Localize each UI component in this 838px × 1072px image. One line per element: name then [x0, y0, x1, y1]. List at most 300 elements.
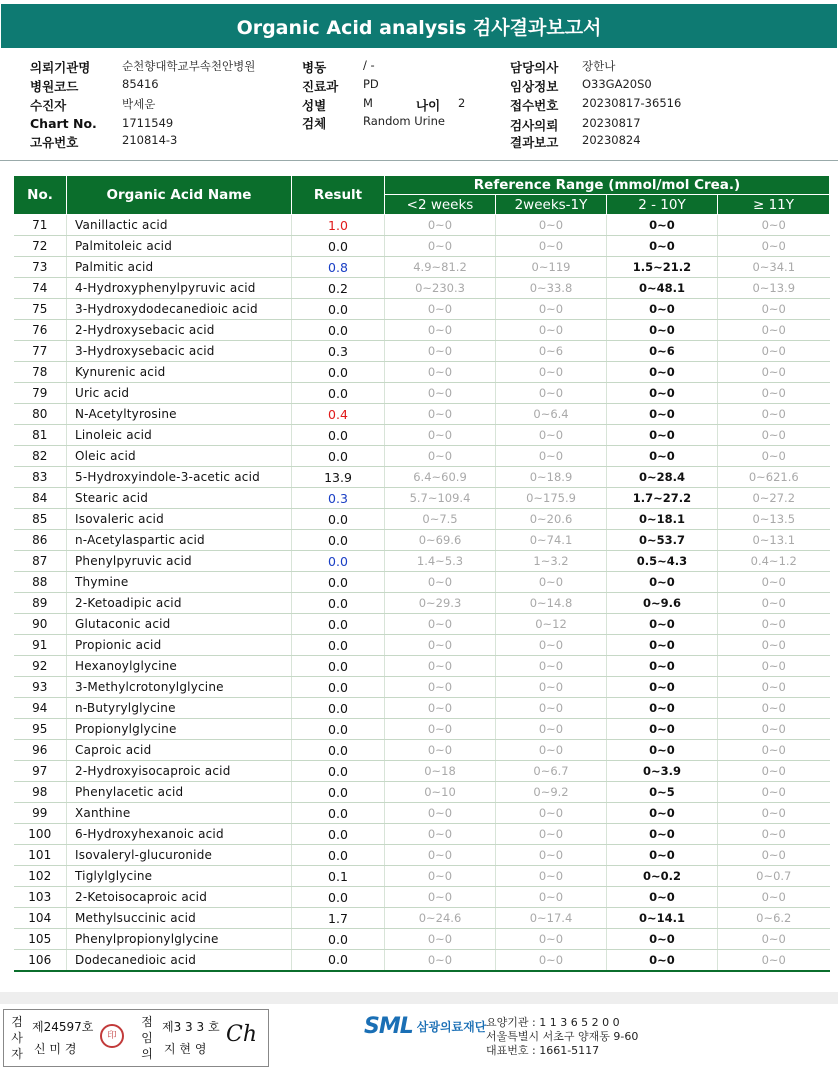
row-ref-2weeks-1y: 0~0	[496, 299, 607, 320]
row-no: 88	[14, 572, 67, 593]
table-row	[14, 509, 830, 530]
row-no: 103	[14, 887, 67, 908]
row-acid-name: Methylsuccinic acid	[67, 908, 292, 929]
row-acid-name: Tiglylglycine	[67, 866, 292, 887]
row-ref-2-10y: 0~3.9	[607, 761, 718, 782]
row-ref-under-2-weeks: 0~0	[385, 719, 496, 740]
value-age: 2	[458, 96, 466, 110]
table-row	[14, 362, 830, 383]
row-ref-2-10y: 0~0	[607, 635, 718, 656]
table-row	[14, 488, 830, 509]
row-result: 0.0	[292, 887, 385, 908]
row-ref-2weeks-1y: 0~0	[496, 236, 607, 257]
row-ref-11y-plus: 0~0	[718, 362, 830, 383]
table-row	[14, 446, 830, 467]
row-result: 0.0	[292, 320, 385, 341]
row-ref-under-2-weeks: 0~0	[385, 320, 496, 341]
row-result: 0.8	[292, 257, 385, 278]
row-ref-11y-plus: 0~0	[718, 635, 830, 656]
row-result: 0.1	[292, 866, 385, 887]
confirm-license: 제3 3 3 호	[162, 1020, 220, 1034]
row-ref-11y-plus: 0~13.5	[718, 509, 830, 530]
row-no: 94	[14, 698, 67, 719]
row-ref-2weeks-1y: 0~0	[496, 845, 607, 866]
value-chart-no: 1711549	[122, 116, 174, 130]
signature-icon: Ch	[226, 1022, 258, 1047]
row-ref-11y-plus: 0~0	[718, 887, 830, 908]
row-ref-2-10y: 0~0	[607, 929, 718, 950]
row-ref-11y-plus: 0~13.9	[718, 278, 830, 299]
row-ref-under-2-weeks: 0~0	[385, 950, 496, 971]
row-ref-11y-plus: 0~0	[718, 425, 830, 446]
row-no: 76	[14, 320, 67, 341]
row-ref-under-2-weeks: 0~0	[385, 425, 496, 446]
value-specimen: Random Urine	[363, 114, 445, 128]
table-row	[14, 677, 830, 698]
row-no: 85	[14, 509, 67, 530]
row-ref-2weeks-1y: 0~0	[496, 950, 607, 971]
table-row	[14, 929, 830, 950]
sml-logo	[364, 1014, 486, 1039]
row-ref-under-2-weeks: 0~0	[385, 824, 496, 845]
row-ref-2-10y: 0~0	[607, 719, 718, 740]
label-hospital-code: 병원코드	[30, 79, 79, 94]
row-no: 87	[14, 551, 67, 572]
row-acid-name: Glutaconic acid	[67, 614, 292, 635]
row-no: 102	[14, 866, 67, 887]
row-acid-name: Dodecanedioic acid	[67, 950, 292, 971]
row-ref-11y-plus: 0~0	[718, 740, 830, 761]
row-no: 89	[14, 593, 67, 614]
sml-logo-text: SML	[364, 1014, 413, 1039]
row-ref-2weeks-1y: 0~6.4	[496, 404, 607, 425]
org-name: 삼광의료재단	[416, 1020, 487, 1034]
table-row	[14, 698, 830, 719]
row-ref-11y-plus: 0~0	[718, 572, 830, 593]
row-ref-2weeks-1y: 0~0	[496, 803, 607, 824]
row-ref-2weeks-1y: 0~0	[496, 719, 607, 740]
row-no: 73	[14, 257, 67, 278]
row-acid-name: Palmitic acid	[67, 257, 292, 278]
label-ward: 병동	[302, 60, 327, 75]
row-ref-11y-plus: 0~0	[718, 341, 830, 362]
table-row	[14, 950, 830, 971]
row-ref-11y-plus: 0~27.2	[718, 488, 830, 509]
row-result: 0.0	[292, 509, 385, 530]
row-ref-2-10y: 1.7~27.2	[607, 488, 718, 509]
table-row	[14, 467, 830, 488]
header-result: Result	[292, 176, 385, 215]
row-ref-11y-plus: 0~0	[718, 446, 830, 467]
row-no: 74	[14, 278, 67, 299]
row-ref-under-2-weeks: 0~0	[385, 929, 496, 950]
row-no: 79	[14, 383, 67, 404]
row-acid-name: 3-Methylcrotonylglycine	[67, 677, 292, 698]
row-ref-11y-plus: 0~0	[718, 593, 830, 614]
row-acid-name: n-Butyrylglycine	[67, 698, 292, 719]
row-ref-11y-plus: 0~0	[718, 614, 830, 635]
results-table	[13, 175, 830, 972]
inspector-name: 신 미 경	[34, 1042, 77, 1056]
row-acid-name: Vanillactic acid	[67, 215, 292, 236]
table-row	[14, 887, 830, 908]
row-ref-2-10y: 0~0	[607, 803, 718, 824]
row-ref-2weeks-1y: 0~0	[496, 677, 607, 698]
row-ref-under-2-weeks: 4.9~81.2	[385, 257, 496, 278]
label-result-report: 결과보고	[510, 135, 559, 150]
row-ref-2weeks-1y: 0~0	[496, 824, 607, 845]
row-ref-2weeks-1y: 0~12	[496, 614, 607, 635]
row-ref-2weeks-1y: 0~0	[496, 320, 607, 341]
row-acid-name: 2-Hydroxyisocaproic acid	[67, 761, 292, 782]
table-row	[14, 740, 830, 761]
row-ref-under-2-weeks: 0~0	[385, 677, 496, 698]
signature-box	[3, 1009, 269, 1067]
row-result: 0.0	[292, 719, 385, 740]
table-row	[14, 551, 830, 572]
label-age: 나이	[416, 98, 441, 113]
row-acid-name: Isovaleryl-glucuronide	[67, 845, 292, 866]
footer-band	[0, 992, 838, 1004]
row-ref-under-2-weeks: 0~29.3	[385, 593, 496, 614]
row-ref-2-10y: 0~0	[607, 320, 718, 341]
row-ref-2weeks-1y: 0~0	[496, 383, 607, 404]
row-no: 84	[14, 488, 67, 509]
row-ref-2weeks-1y: 0~0	[496, 740, 607, 761]
row-ref-under-2-weeks: 0~0	[385, 803, 496, 824]
row-acid-name: Phenylpropionylglycine	[67, 929, 292, 950]
table-row	[14, 593, 830, 614]
row-result: 0.0	[292, 446, 385, 467]
label-doctor: 담당의사	[510, 60, 559, 75]
row-result: 0.0	[292, 425, 385, 446]
row-no: 97	[14, 761, 67, 782]
row-ref-2weeks-1y: 0~6.7	[496, 761, 607, 782]
row-ref-2weeks-1y: 0~9.2	[496, 782, 607, 803]
row-ref-under-2-weeks: 1.4~5.3	[385, 551, 496, 572]
value-doctor: 장한나	[582, 59, 616, 73]
row-result: 0.0	[292, 929, 385, 950]
row-acid-name: Phenylacetic acid	[67, 782, 292, 803]
row-ref-2-10y: 0~0	[607, 236, 718, 257]
row-ref-2-10y: 0~14.1	[607, 908, 718, 929]
row-ref-2weeks-1y: 0~0	[496, 425, 607, 446]
table-row	[14, 908, 830, 929]
row-acid-name: Oleic acid	[67, 446, 292, 467]
value-receipt-no: 20230817-36516	[582, 96, 682, 110]
row-ref-2-10y: 0~5	[607, 782, 718, 803]
org-address: 서울특별시 서초구 양재동 9-60	[486, 1030, 639, 1043]
row-ref-2-10y: 0~0	[607, 656, 718, 677]
row-no: 99	[14, 803, 67, 824]
table-row	[14, 656, 830, 677]
row-acid-name: 3-Hydroxysebacic acid	[67, 341, 292, 362]
row-result: 0.0	[292, 635, 385, 656]
row-ref-2-10y: 0~0	[607, 362, 718, 383]
row-ref-2weeks-1y: 0~0	[496, 362, 607, 383]
row-ref-2-10y: 0~0	[607, 299, 718, 320]
header-no: No.	[14, 176, 67, 215]
org-phone: 대표번호 : 1661-5117	[486, 1044, 600, 1057]
row-ref-under-2-weeks: 0~0	[385, 887, 496, 908]
label-unique-no: 고유번호	[30, 135, 79, 150]
row-result: 0.0	[292, 593, 385, 614]
row-result: 1.7	[292, 908, 385, 929]
row-result: 0.0	[292, 761, 385, 782]
row-ref-2-10y: 0~0	[607, 614, 718, 635]
value-clinical-info: O33GA20S0	[582, 77, 652, 91]
row-result: 0.3	[292, 488, 385, 509]
row-result: 0.0	[292, 698, 385, 719]
row-no: 72	[14, 236, 67, 257]
table-row	[14, 866, 830, 887]
row-result: 0.2	[292, 278, 385, 299]
care-id: 요양기관 : 1 1 3 6 5 2 0 0	[486, 1016, 620, 1029]
row-ref-under-2-weeks: 0~0	[385, 215, 496, 236]
row-result: 0.0	[292, 740, 385, 761]
row-result: 1.0	[292, 215, 385, 236]
table-row	[14, 320, 830, 341]
value-unique-no: 210814-3	[122, 133, 178, 147]
header-reference-range: Reference Range (mmol/mol Crea.)	[385, 176, 830, 195]
table-row	[14, 383, 830, 404]
table-row	[14, 782, 830, 803]
row-ref-2weeks-1y: 0~0	[496, 656, 607, 677]
row-ref-under-2-weeks: 0~0	[385, 362, 496, 383]
inspector-label: 검 사 자	[11, 1015, 23, 1061]
row-ref-2weeks-1y: 0~20.6	[496, 509, 607, 530]
label-chart-no: Chart No.	[30, 116, 97, 131]
row-no: 78	[14, 362, 67, 383]
label-receipt-no: 접수번호	[510, 98, 559, 113]
row-ref-2-10y: 0~0	[607, 740, 718, 761]
row-no: 106	[14, 950, 67, 971]
row-result: 0.0	[292, 677, 385, 698]
row-acid-name: Uric acid	[67, 383, 292, 404]
header-ref-2-10y: 2 - 10Y	[607, 195, 718, 215]
row-ref-under-2-weeks: 0~230.3	[385, 278, 496, 299]
row-no: 105	[14, 929, 67, 950]
row-ref-under-2-weeks: 0~0	[385, 740, 496, 761]
row-ref-under-2-weeks: 6.4~60.9	[385, 467, 496, 488]
row-ref-2-10y: 0~28.4	[607, 467, 718, 488]
row-ref-11y-plus: 0~0	[718, 698, 830, 719]
row-result: 0.0	[292, 530, 385, 551]
table-row	[14, 530, 830, 551]
report-title: Organic Acid analysis 검사결과보고서	[1, 4, 837, 48]
org-address-block	[486, 1016, 638, 1058]
row-result: 0.0	[292, 362, 385, 383]
row-no: 75	[14, 299, 67, 320]
row-acid-name: Palmitoleic acid	[67, 236, 292, 257]
row-ref-2-10y: 0~18.1	[607, 509, 718, 530]
table-row	[14, 341, 830, 362]
row-ref-2-10y: 0~0	[607, 824, 718, 845]
row-ref-11y-plus: 0~0	[718, 320, 830, 341]
row-acid-name: Hexanoylglycine	[67, 656, 292, 677]
row-acid-name: 2-Ketoisocaproic acid	[67, 887, 292, 908]
row-no: 90	[14, 614, 67, 635]
row-ref-2-10y: 0~9.6	[607, 593, 718, 614]
row-ref-11y-plus: 0~0	[718, 215, 830, 236]
row-acid-name: 2-Ketoadipic acid	[67, 593, 292, 614]
value-department: PD	[363, 77, 379, 91]
table-row	[14, 803, 830, 824]
row-acid-name: Linoleic acid	[67, 425, 292, 446]
row-acid-name: Stearic acid	[67, 488, 292, 509]
row-ref-under-2-weeks: 0~0	[385, 572, 496, 593]
row-acid-name: n-Acetylaspartic acid	[67, 530, 292, 551]
header-ref-under-2-weeks: <2 weeks	[385, 195, 496, 215]
label-clinical-info: 임상정보	[510, 79, 559, 94]
table-row	[14, 845, 830, 866]
row-no: 98	[14, 782, 67, 803]
row-ref-2weeks-1y: 0~0	[496, 698, 607, 719]
row-acid-name: Thymine	[67, 572, 292, 593]
row-ref-11y-plus: 0~0.7	[718, 866, 830, 887]
row-ref-2weeks-1y: 0~119	[496, 257, 607, 278]
row-ref-under-2-weeks: 0~18	[385, 761, 496, 782]
row-ref-under-2-weeks: 0~0	[385, 404, 496, 425]
row-ref-under-2-weeks: 0~10	[385, 782, 496, 803]
row-ref-under-2-weeks: 0~0	[385, 698, 496, 719]
row-no: 81	[14, 425, 67, 446]
table-row	[14, 404, 830, 425]
row-ref-11y-plus: 0~0	[718, 236, 830, 257]
table-row	[14, 278, 830, 299]
value-ward: / -	[363, 58, 375, 72]
row-ref-11y-plus: 0~0	[718, 299, 830, 320]
row-ref-2weeks-1y: 0~0	[496, 887, 607, 908]
table-row	[14, 572, 830, 593]
row-ref-2-10y: 0~0	[607, 215, 718, 236]
table-row	[14, 635, 830, 656]
header-ref-2weeks-1y: 2weeks-1Y	[496, 195, 607, 215]
row-ref-under-2-weeks: 0~24.6	[385, 908, 496, 929]
row-no: 92	[14, 656, 67, 677]
row-result: 0.0	[292, 950, 385, 971]
row-acid-name: 6-Hydroxyhexanoic acid	[67, 824, 292, 845]
label-requester: 의뢰기관명	[30, 60, 91, 75]
row-result: 0.0	[292, 656, 385, 677]
label-sex: 성별	[302, 98, 327, 113]
table-row	[14, 614, 830, 635]
row-acid-name: Propionic acid	[67, 635, 292, 656]
row-no: 96	[14, 740, 67, 761]
row-ref-2-10y: 0~0	[607, 845, 718, 866]
row-ref-11y-plus: 0~0	[718, 656, 830, 677]
row-ref-2-10y: 0~0	[607, 698, 718, 719]
table-row	[14, 236, 830, 257]
row-no: 80	[14, 404, 67, 425]
row-result: 0.0	[292, 236, 385, 257]
row-ref-2weeks-1y: 1~3.2	[496, 551, 607, 572]
row-ref-under-2-weeks: 0~7.5	[385, 509, 496, 530]
header-name: Organic Acid Name	[67, 176, 292, 215]
row-result: 0.0	[292, 299, 385, 320]
row-result: 0.0	[292, 824, 385, 845]
row-no: 86	[14, 530, 67, 551]
row-result: 13.9	[292, 467, 385, 488]
label-department: 진료과	[302, 79, 339, 94]
row-ref-2-10y: 0.5~4.3	[607, 551, 718, 572]
row-ref-2weeks-1y: 0~0	[496, 866, 607, 887]
label-specimen: 검체	[302, 116, 327, 131]
row-no: 100	[14, 824, 67, 845]
row-ref-under-2-weeks: 0~0	[385, 341, 496, 362]
info-divider	[0, 160, 838, 161]
row-ref-11y-plus: 0~621.6	[718, 467, 830, 488]
row-ref-2-10y: 0~48.1	[607, 278, 718, 299]
table-row	[14, 824, 830, 845]
row-ref-2-10y: 0~0	[607, 677, 718, 698]
row-acid-name: Kynurenic acid	[67, 362, 292, 383]
row-ref-under-2-weeks: 0~69.6	[385, 530, 496, 551]
row-result: 0.4	[292, 404, 385, 425]
row-ref-11y-plus: 0~0	[718, 383, 830, 404]
row-ref-11y-plus: 0~0	[718, 761, 830, 782]
row-result: 0.0	[292, 803, 385, 824]
row-no: 95	[14, 719, 67, 740]
row-ref-11y-plus: 0~0	[718, 677, 830, 698]
row-no: 93	[14, 677, 67, 698]
row-acid-name: 4-Hydroxyphenylpyruvic acid	[67, 278, 292, 299]
row-ref-11y-plus: 0~0	[718, 845, 830, 866]
row-ref-2weeks-1y: 0~0	[496, 572, 607, 593]
confirm-name: 지 현 영	[164, 1042, 207, 1056]
table-row	[14, 299, 830, 320]
row-ref-2-10y: 0~0	[607, 404, 718, 425]
row-ref-2-10y: 0~0	[607, 950, 718, 971]
row-ref-2weeks-1y: 0~17.4	[496, 908, 607, 929]
table-row	[14, 215, 830, 236]
value-patient: 박세운	[122, 97, 156, 111]
row-acid-name: 3-Hydroxydodecanedioic acid	[67, 299, 292, 320]
row-ref-2weeks-1y: 0~14.8	[496, 593, 607, 614]
row-ref-2-10y: 0~0.2	[607, 866, 718, 887]
seal-stamp-icon: 印	[100, 1024, 124, 1048]
row-acid-name: Caproic acid	[67, 740, 292, 761]
value-requester: 순천향대학교부속천안병원	[122, 59, 256, 73]
row-ref-2weeks-1y: 0~0	[496, 929, 607, 950]
row-ref-under-2-weeks: 0~0	[385, 299, 496, 320]
row-ref-under-2-weeks: 5.7~109.4	[385, 488, 496, 509]
row-no: 82	[14, 446, 67, 467]
label-test-request: 검사의뢰	[510, 118, 559, 133]
row-ref-2weeks-1y: 0~0	[496, 215, 607, 236]
row-ref-11y-plus: 0~0	[718, 950, 830, 971]
row-ref-2weeks-1y: 0~74.1	[496, 530, 607, 551]
row-no: 71	[14, 215, 67, 236]
row-ref-2weeks-1y: 0~175.9	[496, 488, 607, 509]
row-result: 0.0	[292, 782, 385, 803]
value-test-request: 20230817	[582, 116, 641, 130]
label-patient: 수진자	[30, 98, 67, 113]
row-ref-2-10y: 0~0	[607, 446, 718, 467]
row-acid-name: 5-Hydroxyindole-3-acetic acid	[67, 467, 292, 488]
table-row	[14, 761, 830, 782]
row-result: 0.0	[292, 614, 385, 635]
row-ref-11y-plus: 0~0	[718, 929, 830, 950]
row-ref-2weeks-1y: 0~18.9	[496, 467, 607, 488]
value-sex: M	[363, 96, 373, 110]
row-acid-name: Propionylglycine	[67, 719, 292, 740]
inspector-license: 제24597호	[32, 1020, 94, 1034]
row-ref-11y-plus: 0~0	[718, 824, 830, 845]
row-ref-2-10y: 0~6	[607, 341, 718, 362]
row-ref-11y-plus: 0~6.2	[718, 908, 830, 929]
row-ref-under-2-weeks: 0~0	[385, 446, 496, 467]
